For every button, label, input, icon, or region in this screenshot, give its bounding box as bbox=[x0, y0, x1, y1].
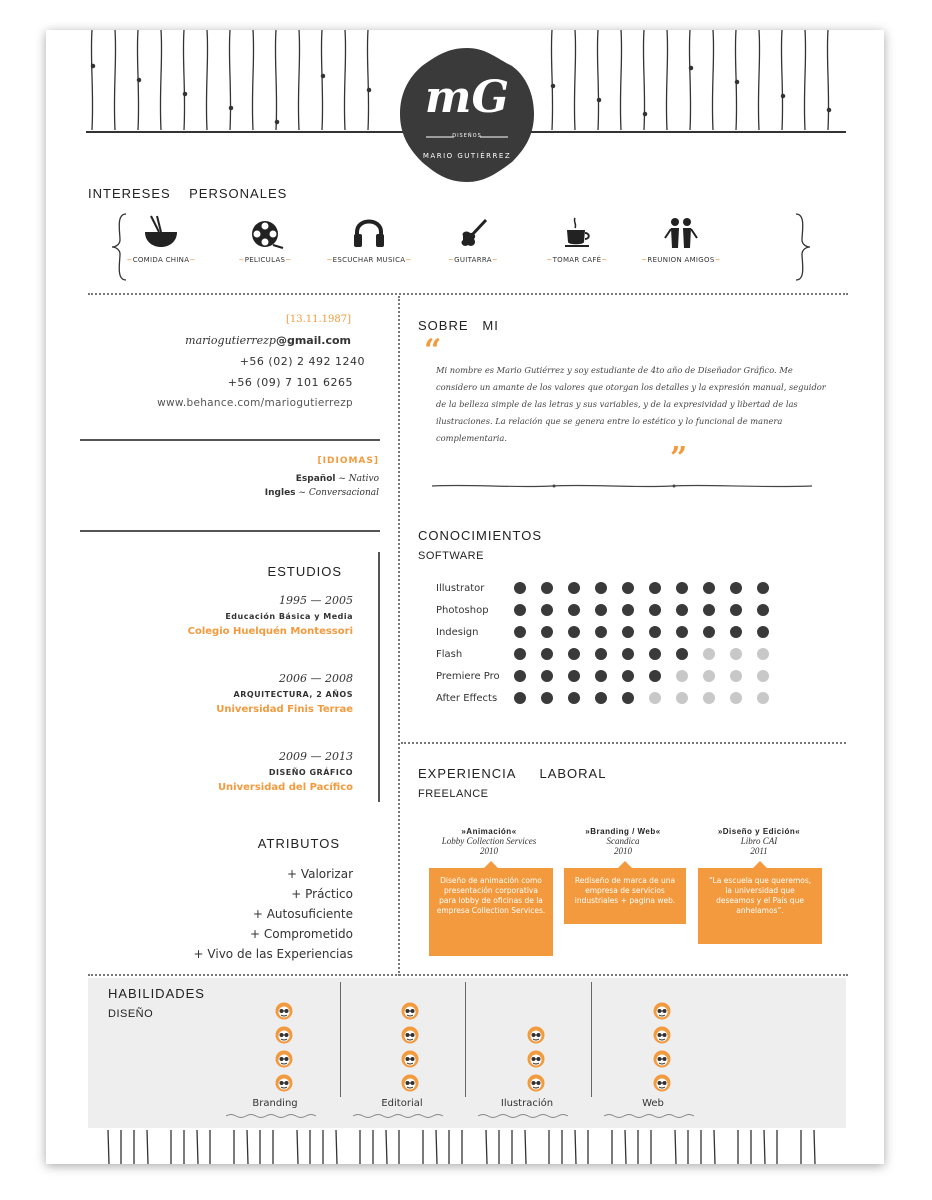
skill-dot-filled bbox=[514, 626, 526, 638]
experience-item bbox=[560, 827, 686, 856]
decorative-knot bbox=[551, 84, 554, 87]
decorative-string bbox=[804, 30, 805, 130]
divider bbox=[401, 742, 846, 744]
study-degree: Educación Básica y Media bbox=[225, 612, 353, 621]
skill-dot-empty bbox=[757, 692, 769, 704]
decorative-string bbox=[486, 1130, 487, 1164]
skill-dot-empty bbox=[703, 670, 715, 682]
attribute-item: + Autosuficiente bbox=[252, 907, 353, 921]
skill-dot-filled bbox=[568, 604, 580, 616]
skill-dot-filled bbox=[622, 670, 634, 682]
software-skill-label: Illustrator bbox=[436, 583, 485, 594]
open-quote-icon: “ bbox=[424, 333, 442, 368]
experience-org: Lobby Collection Services bbox=[441, 836, 537, 846]
coffee-cup-icon bbox=[557, 214, 597, 250]
skill-dot-empty bbox=[730, 670, 742, 682]
skill-level-badge-icon bbox=[275, 1050, 293, 1068]
skills-title: HABILIDADES bbox=[108, 986, 205, 1001]
skill-dot-empty bbox=[703, 692, 715, 704]
skill-level-badge-icon bbox=[527, 1050, 545, 1068]
divider bbox=[80, 439, 380, 441]
experience-description: Diseño de animación como presentación corporativa para lobby de oficinas de la empresa Collection Services. bbox=[429, 868, 553, 956]
decorative-string bbox=[297, 1130, 298, 1164]
software-skill-label: Indesign bbox=[436, 627, 479, 638]
attribute-item: + Valorizar bbox=[286, 867, 353, 881]
email bbox=[106, 334, 351, 347]
skill-dot-filled bbox=[676, 648, 688, 660]
divider bbox=[88, 293, 848, 295]
skill-dot-filled bbox=[622, 648, 634, 660]
phone-1: +56 (02) 2 492 1240 bbox=[239, 355, 365, 368]
experience-description: Rediseño de marca de una empresa de servicios industriales + pagina web. bbox=[564, 868, 686, 924]
decorative-string bbox=[160, 30, 161, 130]
decorative-string bbox=[574, 30, 575, 130]
skill-dot-filled bbox=[703, 582, 715, 594]
divider bbox=[80, 530, 380, 532]
skill-dot-filled bbox=[568, 626, 580, 638]
skill-dot-filled bbox=[649, 582, 661, 594]
experience-role: »Branding / Web« bbox=[585, 827, 661, 836]
skill-dot-filled bbox=[541, 692, 553, 704]
interest-label: REUNION AMIGOS bbox=[647, 256, 715, 264]
decorative-knot bbox=[643, 112, 646, 115]
experience-year: 2011 bbox=[750, 846, 768, 856]
experience-title-word-1: EXPERIENCIA bbox=[418, 766, 517, 781]
skill-dot-filled bbox=[568, 648, 580, 660]
decorative-string bbox=[386, 1130, 387, 1164]
study-years: 1995 — 2005 bbox=[279, 594, 353, 607]
decorative-knot bbox=[735, 80, 738, 83]
study-degree: ARQUITECTURA, 2 AÑOS bbox=[233, 690, 353, 699]
skill-caption: Web bbox=[642, 1098, 664, 1109]
decorative-string bbox=[344, 30, 345, 130]
software-skill-label: Flash bbox=[436, 649, 463, 660]
logo-badge bbox=[396, 44, 538, 186]
skill-caption: Editorial bbox=[381, 1098, 423, 1109]
decorative-knot bbox=[367, 88, 370, 91]
skill-level-badge-icon bbox=[653, 1026, 671, 1044]
guitar-icon bbox=[453, 214, 493, 250]
interest-item: ~PELICULAS~ bbox=[210, 214, 320, 264]
decorative-string bbox=[275, 30, 276, 130]
skill-dot-empty bbox=[676, 670, 688, 682]
experience-year: 2010 bbox=[614, 846, 632, 856]
software-skill-label: Photoshop bbox=[436, 605, 489, 616]
study-school: Colegio Huelquén Montessori bbox=[187, 626, 353, 637]
skill-dot-empty bbox=[649, 692, 661, 704]
decorative-string bbox=[620, 30, 621, 130]
skill-dot-filled bbox=[757, 604, 769, 616]
divider bbox=[88, 974, 848, 976]
interest-item: ~ESCUCHAR MUSICA~ bbox=[314, 214, 424, 264]
decorative-string bbox=[689, 30, 690, 130]
decorative-string bbox=[91, 30, 92, 130]
decorative-string bbox=[712, 30, 713, 130]
decorative-string bbox=[714, 1130, 715, 1164]
experience-subtitle: FREELANCE bbox=[418, 788, 489, 800]
skill-dot-filled bbox=[757, 626, 769, 638]
decorative-string bbox=[367, 30, 368, 130]
language-level: ~ Nativo bbox=[338, 474, 379, 484]
interest-label: TOMAR CAFÉ bbox=[552, 256, 602, 264]
skill-dot-empty bbox=[757, 670, 769, 682]
skill-dot-empty bbox=[757, 648, 769, 660]
website-link[interactable]: www.behance.com/mariogutierrezp bbox=[157, 397, 353, 409]
skill-level-badge-icon bbox=[275, 1002, 293, 1020]
skill-dot-filled bbox=[514, 670, 526, 682]
decorative-string bbox=[114, 30, 115, 130]
skill-dot-empty bbox=[730, 648, 742, 660]
skill-dot-filled bbox=[595, 670, 607, 682]
skill-dot-filled bbox=[730, 604, 742, 616]
interest-item: ~TOMAR CAFÉ~ bbox=[522, 214, 632, 264]
language-name: Español bbox=[295, 474, 336, 484]
skill-dot-filled bbox=[676, 626, 688, 638]
study-degree: DISEÑO GRÁFICO bbox=[268, 768, 353, 777]
skill-level-badge-icon bbox=[401, 1074, 419, 1092]
headphones-icon bbox=[349, 214, 389, 250]
experience-item bbox=[696, 827, 822, 856]
decorative-knot bbox=[275, 120, 278, 123]
decorative-knot bbox=[597, 98, 600, 101]
interest-label: PELICULAS bbox=[244, 256, 286, 264]
skill-dot-filled bbox=[568, 582, 580, 594]
skill-level-badge-icon bbox=[653, 1050, 671, 1068]
skill-caption: Branding bbox=[252, 1098, 298, 1109]
decorative-knot bbox=[689, 66, 692, 69]
skill-dot-filled bbox=[568, 670, 580, 682]
interests-title-word-1: INTERESES bbox=[88, 186, 171, 201]
language-row bbox=[186, 474, 379, 484]
skill-dot-empty bbox=[676, 692, 688, 704]
attribute-item: + Práctico bbox=[291, 887, 353, 901]
experience-description: “La escuela que queremos, la universidad que deseamos y el País que anhelamos”. bbox=[698, 868, 822, 944]
study-school: Universidad del Pacífico bbox=[217, 782, 353, 793]
email-user: mariogutierrezp bbox=[185, 334, 276, 347]
close-quote-icon: ” bbox=[670, 441, 688, 476]
about-title bbox=[418, 318, 499, 333]
skill-dot-filled bbox=[649, 626, 661, 638]
skill-level-badge-icon bbox=[527, 1074, 545, 1092]
decorative-string bbox=[229, 30, 230, 130]
interest-label: GUITARRA bbox=[454, 256, 492, 264]
skill-dot-empty bbox=[730, 692, 742, 704]
decorative-string bbox=[551, 30, 552, 130]
skill-dot-filled bbox=[541, 604, 553, 616]
about-text: Mi nombre es Mario Gutiérrez y soy estudiante de 4to año de Diseñador Gráfico. Me considero un amante de los valores que otorgan los detalles y la expresión manual, seguidor de la belleza simple de las letras y sus variables, y de la expresividad y libertad de las ilustraciones. La relación que se genera entre lo estético y lo funcional de manera complementaria. bbox=[436, 365, 826, 443]
software-skill-label: After Effects bbox=[436, 693, 498, 704]
skill-dot-filled bbox=[703, 604, 715, 616]
skill-dot-filled bbox=[595, 582, 607, 594]
skill-dot-filled bbox=[622, 582, 634, 594]
experience-item bbox=[426, 827, 552, 856]
divider bbox=[591, 982, 592, 1097]
decorative-string bbox=[781, 30, 782, 130]
skills-subtitle: DISEÑO bbox=[108, 1008, 154, 1020]
decorative-string bbox=[197, 1130, 198, 1164]
study-years: 2006 — 2008 bbox=[279, 672, 353, 685]
skill-dot-filled bbox=[676, 604, 688, 616]
interests-title bbox=[88, 186, 287, 201]
squiggle-divider bbox=[432, 480, 812, 492]
experience-role: »Animación« bbox=[461, 827, 517, 836]
skill-dot-filled bbox=[649, 604, 661, 616]
language-row bbox=[186, 488, 379, 498]
decorative-string bbox=[666, 30, 667, 130]
skill-dot-filled bbox=[622, 604, 634, 616]
decorative-string bbox=[298, 30, 299, 130]
skill-dot-filled bbox=[757, 582, 769, 594]
skill-dot-filled bbox=[730, 626, 742, 638]
study-school: Universidad Finis Terrae bbox=[216, 704, 353, 715]
resume-page bbox=[46, 30, 884, 1164]
skill-dot-filled bbox=[730, 582, 742, 594]
decorative-string bbox=[575, 1130, 576, 1164]
skill-dot-filled bbox=[595, 648, 607, 660]
interest-item: ~REUNION AMIGOS~ bbox=[626, 214, 736, 264]
skill-dot-filled bbox=[649, 648, 661, 660]
decorative-knot bbox=[321, 74, 324, 77]
experience-title-word-2: LABORAL bbox=[539, 766, 607, 781]
skill-dot-filled bbox=[514, 648, 526, 660]
divider bbox=[398, 296, 400, 976]
skill-dot-filled bbox=[649, 670, 661, 682]
skill-dot-filled bbox=[541, 648, 553, 660]
skill-level-badge-icon bbox=[653, 1074, 671, 1092]
interest-item: ~GUITARRA~ bbox=[418, 214, 528, 264]
skill-level-badge-icon bbox=[653, 1002, 671, 1020]
decorative-knot bbox=[229, 106, 232, 109]
language-name: Ingles bbox=[264, 488, 296, 498]
decorative-string bbox=[625, 1130, 626, 1164]
decorative-string bbox=[597, 30, 598, 130]
caption-squiggles bbox=[226, 1112, 726, 1120]
decorative-string bbox=[321, 30, 322, 130]
skill-dot-filled bbox=[676, 582, 688, 594]
decorative-string bbox=[436, 1130, 437, 1164]
experience-org: Scandica bbox=[606, 836, 640, 846]
logo-small-text: DISEÑOS bbox=[452, 133, 482, 139]
right-brace-icon bbox=[792, 212, 812, 282]
skill-dot-filled bbox=[541, 670, 553, 682]
skill-dot-filled bbox=[541, 626, 553, 638]
skill-level-badge-icon bbox=[527, 1026, 545, 1044]
phone-2: +56 (09) 7 101 6265 bbox=[227, 376, 353, 389]
skill-level-badge-icon bbox=[401, 1050, 419, 1068]
divider bbox=[465, 982, 466, 1097]
experience-role: »Diseño y Edición« bbox=[717, 827, 801, 836]
skill-dot-filled bbox=[514, 692, 526, 704]
decorative-string bbox=[764, 1130, 765, 1164]
decorative-knot bbox=[91, 64, 94, 67]
interests-title-word-2: PERSONALES bbox=[189, 186, 288, 201]
interest-label: COMIDA CHINA bbox=[132, 256, 190, 264]
friends-icon bbox=[661, 214, 701, 250]
skill-dot-filled bbox=[568, 692, 580, 704]
decorative-string bbox=[252, 30, 253, 130]
bottom-decoration bbox=[106, 1130, 826, 1164]
decorative-knot bbox=[827, 108, 830, 111]
skill-dot-filled bbox=[595, 626, 607, 638]
experience-title bbox=[418, 766, 606, 781]
birth-date: [13.11.1987] bbox=[285, 314, 351, 325]
logo-initials: mG bbox=[424, 72, 510, 123]
skill-level-badge-icon bbox=[275, 1026, 293, 1044]
decorative-knot bbox=[183, 92, 186, 95]
about-title-word-1: SOBRE bbox=[418, 318, 469, 333]
divider bbox=[378, 552, 380, 802]
attributes-list bbox=[106, 864, 353, 964]
skill-dot-filled bbox=[703, 626, 715, 638]
decorative-string bbox=[183, 30, 184, 130]
language-level: ~ Conversacional bbox=[298, 488, 379, 498]
skill-dot-filled bbox=[514, 582, 526, 594]
skill-dot-filled bbox=[595, 692, 607, 704]
attribute-item: + Comprometido bbox=[250, 927, 353, 941]
decorative-knot bbox=[781, 94, 784, 97]
knowledge-title: CONOCIMIENTOS bbox=[418, 528, 542, 543]
skill-dot-filled bbox=[541, 582, 553, 594]
skill-caption: Ilustración bbox=[500, 1098, 554, 1109]
languages-title: [IDIOMAS] bbox=[317, 456, 379, 466]
skill-dot-filled bbox=[595, 604, 607, 616]
decorative-string bbox=[147, 1130, 148, 1164]
knowledge-subtitle: SOFTWARE bbox=[418, 550, 484, 562]
attribute-item: + Vivo de las Experiencias bbox=[193, 947, 353, 961]
decorative-string bbox=[247, 1130, 248, 1164]
study-years: 2009 — 2013 bbox=[279, 750, 353, 763]
decorative-knot bbox=[137, 78, 140, 81]
decorative-string bbox=[525, 1130, 526, 1164]
decorative-string bbox=[675, 1130, 676, 1164]
decorative-string bbox=[814, 1130, 815, 1164]
decorative-string bbox=[758, 30, 759, 130]
interest-label: ESCUCHAR MUSICA bbox=[332, 256, 406, 264]
skill-dot-empty bbox=[703, 648, 715, 660]
studies-title: ESTUDIOS bbox=[267, 564, 342, 579]
logo-name: MARIO GUTIÉRREZ bbox=[422, 152, 512, 160]
decorative-string bbox=[206, 30, 207, 130]
noodle-bowl-icon bbox=[141, 214, 181, 250]
decorative-string bbox=[827, 30, 828, 130]
decorative-string bbox=[108, 1130, 109, 1164]
about-title-word-2: MI bbox=[482, 318, 499, 333]
film-reel-icon bbox=[245, 214, 285, 250]
decorative-string bbox=[336, 1130, 337, 1164]
skill-dot-filled bbox=[622, 692, 634, 704]
divider bbox=[340, 982, 341, 1097]
attributes-title: ATRIBUTOS bbox=[257, 836, 340, 851]
interest-item: ~COMIDA CHINA~ bbox=[106, 214, 216, 264]
skill-dot-filled bbox=[514, 604, 526, 616]
software-skill-label: Premiere Pro bbox=[436, 671, 500, 682]
skill-level-badge-icon bbox=[275, 1074, 293, 1092]
skill-level-badge-icon bbox=[401, 1002, 419, 1020]
skill-level-badge-icon bbox=[401, 1026, 419, 1044]
skill-dot-filled bbox=[622, 626, 634, 638]
email-domain: @gmail.com bbox=[275, 334, 351, 347]
experience-org: Libro CAI bbox=[740, 836, 778, 846]
experience-year: 2010 bbox=[480, 846, 498, 856]
